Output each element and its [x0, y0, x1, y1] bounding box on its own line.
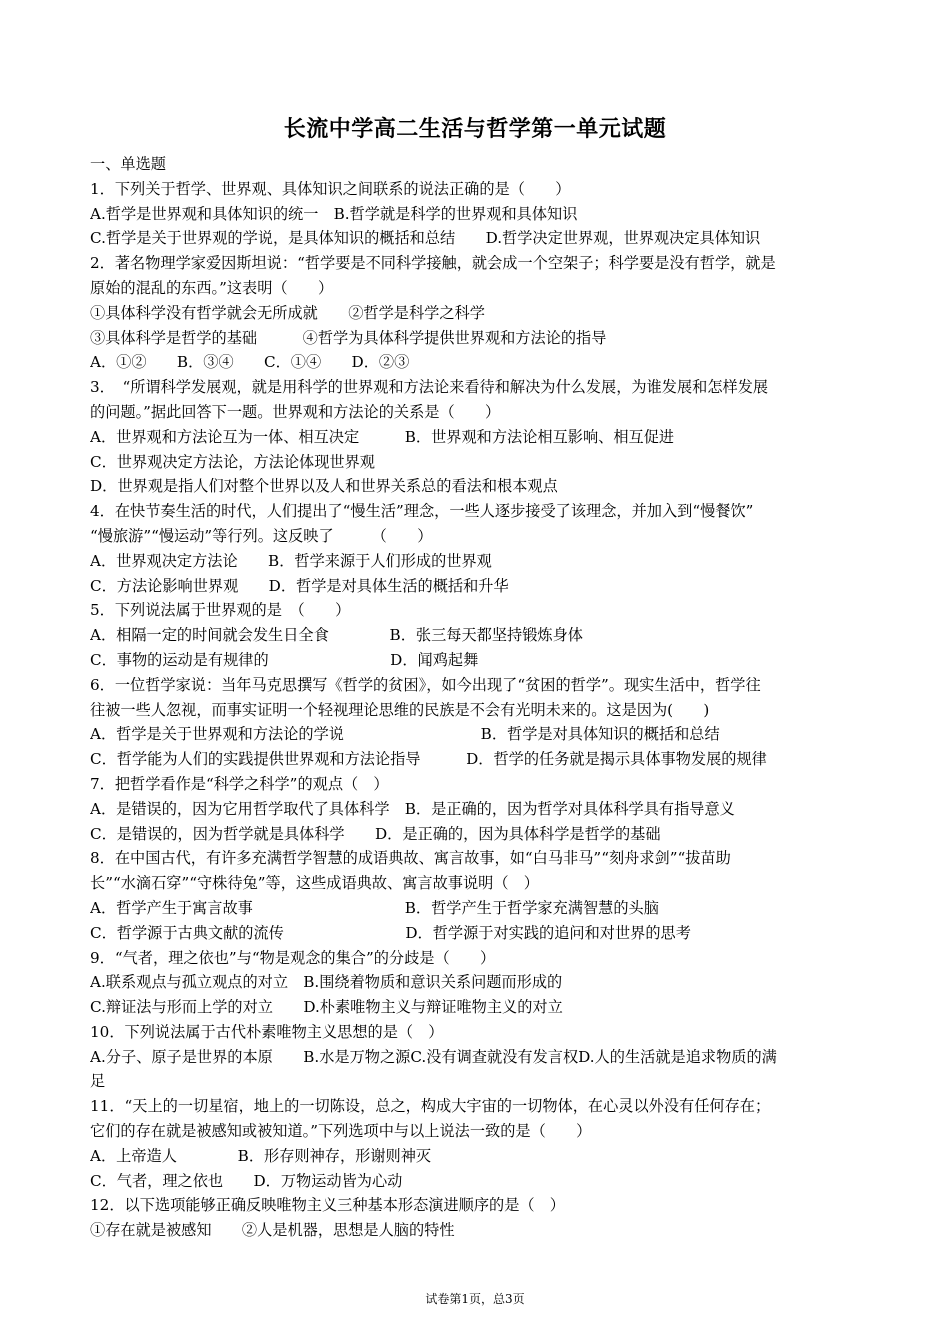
page-title: 长流中学高二生活与哲学第一单元试题: [283, 117, 667, 142]
text-line: C．方法论影响世界观 D．哲学是对具体生活的概括和升华: [90, 576, 509, 595]
text-line: A．哲学是关于世界观和方法论的学说 B．哲学是对具体知识的概括和总结: [90, 725, 720, 744]
text-line: C．哲学能为人们的实践提供世界观和方法论指导 D．哲学的任务就是揭示具体事物发展的规律: [90, 750, 767, 769]
text-line: ③具体科学是哲学的基础 ④哲学为具体科学提供世界观和方法论的指导: [90, 328, 607, 347]
text-line: 3． “所谓科学发展观，就是用科学的世界观和方法论来看待和解决为什么发展，为谁发展和怎样发展: [90, 378, 769, 397]
text-line: A.分子、原子是世界的本原 B.水是万物之源C.没有调查就没有发言权D.人的生活就是追求物质的满: [90, 1047, 777, 1066]
text-line: D．世界观是指人们对整个世界以及人和世界关系总的看法和根本观点: [90, 477, 558, 496]
text-line: 一、单选题: [90, 155, 166, 173]
text-line: 1．下列关于哲学、世界观、具体知识之间联系的说法正确的是（ ）: [90, 179, 571, 198]
text-line: A．是错误的，因为它用哲学取代了具体科学 B．是正确的，因为哲学对具体科学具有指导意义: [90, 799, 735, 818]
text-line: C.哲学是关于世界观的学说，是具体知识的概括和总结 D.哲学决定世界观，世界观决定具体知识: [90, 229, 761, 248]
text-line: 7．把哲学看作是“科学之科学”的观点（ ）: [90, 774, 389, 793]
text-line: 4．在快节奏生活的时代，人们提出了“慢生活”理念，一些人逐步接受了该理念，并加入到“慢餐饮”: [90, 502, 754, 521]
text-line: A.哲学是世界观和具体知识的统一 B.哲学就是科学的世界观和具体知识: [90, 204, 578, 223]
text-line: 长”“水滴石穿”“守株待兔”等，这些成语典故、寓言故事说明（ ）: [90, 874, 539, 893]
text-line: 6．一位哲学家说：当年马克思撰写《哲学的贫困》，如今出现了“贫困的哲学”。现实生活中，哲学往: [90, 675, 761, 694]
text-line: 原始的混乱的东西。”这表明（ ）: [90, 278, 334, 297]
text-line: ①具体科学没有哲学就会无所成就 ②哲学是科学之科学: [90, 303, 485, 322]
text-line: ①存在就是被感知 ②人是机器，思想是人脑的特性: [90, 1221, 455, 1240]
document-body: [90, 152, 862, 1243]
text-line: A.联系观点与孤立观点的对立 B.围绕着物质和意识关系问题而形成的: [90, 973, 563, 992]
text-line: A．世界观和方法论互为一体、相互决定 B．世界观和方法论相互影响、相互促进: [90, 427, 675, 446]
text-line: 12．以下选项能够正确反映唯物主义三种基本形态演进顺序的是（ ）: [90, 1196, 565, 1215]
text-line: 10．下列说法属于古代朴素唯物主义思想的是（ ）: [90, 1022, 444, 1041]
text-line: A．相隔一定的时间就会发生日全食 B．张三每天都坚持锻炼身体: [90, 626, 583, 645]
text-line: 9．“气者，理之依也”与“物是观念的集合”的分歧是（ ）: [90, 948, 496, 967]
text-line: A．①② B．③④ C．①④ D．②③: [90, 353, 410, 372]
text-line: C.辩证法与形而上学的对立 D.朴素唯物主义与辩证唯物主义的对立: [90, 998, 563, 1017]
text-line: 往被一些人忽视，而事实证明一个轻视理论思维的民族是不会有光明未来的。这是因为( ): [90, 700, 710, 719]
text-line: A．世界观决定方法论 B．哲学来源于人们形成的世界观: [90, 551, 492, 570]
text-line: 5．下列说法属于世界观的是 （ ）: [90, 601, 351, 620]
text-line: 2．著名物理学家爱因斯坦说：“哲学要是不同科学接触，就会成一个空架子；科学要是没有哲学，就是: [90, 254, 776, 273]
text-line: A．哲学产生于寓言故事 B．哲学产生于哲学家充满智慧的头脑: [90, 898, 659, 917]
text-line: 的问题。”据此回答下一题。世界观和方法论的关系是（ ）: [90, 402, 501, 421]
text-line: 8．在中国古代，有许多充满哲学智慧的成语典故、寓言故事，如“白马非马”“刻舟求剑”“拔苗助: [90, 849, 731, 868]
text-line: C．事物的运动是有规律的 D．闻鸡起舞: [90, 650, 479, 669]
text-line: A．上帝造人 B．形存则神存，形谢则神灭: [90, 1146, 432, 1165]
text-line: 11．“天上的一切星宿，地上的一切陈设，总之，构成大宇宙的一切物体，在心灵以外没有任何存在；: [90, 1097, 771, 1116]
text-line: C．气者，理之依也 D．万物运动皆为心动: [90, 1171, 403, 1190]
text-line: C．哲学源于古典文献的流传 D．哲学源于对实践的追问和对世界的思考: [90, 923, 691, 942]
text-line: C．是错误的，因为哲学就是具体科学 D．是正确的，因为具体科学是哲学的基础: [90, 824, 661, 843]
text-line: 它们的存在就是被感知或被知道。”下列选项中与以上说法一致的是（ ）: [90, 1122, 592, 1141]
text-line: “慢旅游”“慢运动”等行列。这反映了 （ ）: [90, 526, 433, 545]
text-line: C．世界观决定方法论，方法论体现世界观: [90, 452, 375, 471]
page-footer: 试卷第1页，总3页: [425, 1292, 525, 1306]
text-line: 足: [90, 1072, 106, 1091]
